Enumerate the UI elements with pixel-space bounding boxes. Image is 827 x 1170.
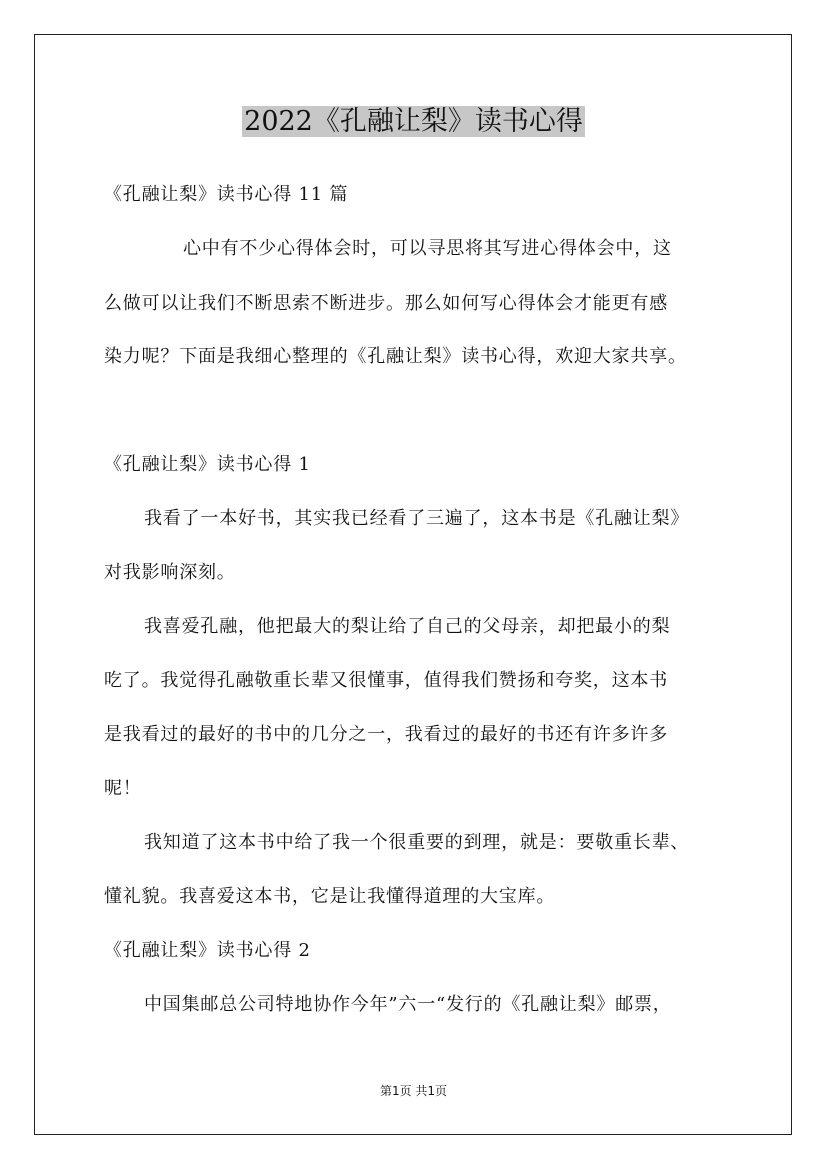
paragraph-line: 懂礼貌。我喜爱这本书，它是让我懂得道理的大宝库。 [104, 886, 556, 907]
subtitle: 《孔融让梨》读书心得 11 篇 [104, 184, 349, 205]
section-heading: 《孔融让梨》读书心得 2 [104, 940, 311, 961]
paragraph-line: 我看了一本好书，其实我已经看了三遍了，这本书是《孔融让梨》 [144, 508, 690, 529]
paragraph-line: 心中有不少心得体会时，可以寻思将其写进心得体会中，这 [183, 238, 672, 259]
paragraph-line: 染力呢？下面是我细心整理的《孔融让梨》读书心得，欢迎大家共享。 [104, 346, 687, 367]
document-title [0, 102, 827, 142]
paragraph-line: 呢！ [104, 778, 142, 799]
paragraph-line: 是我看过的最好的书中的几分之一，我看过的最好的书还有许多许多 [104, 724, 668, 745]
paragraph-line: 我知道了这本书中给了我一个很重要的到理，就是：要敬重长辈、 [144, 832, 690, 853]
paragraph-line: 吃了。我觉得孔融敬重长辈又很懂事，值得我们赞扬和夸奖，这本书 [104, 670, 668, 691]
paragraph-line: 我喜爱孔融，他把最大的梨让给了自己的父母亲，却把最小的梨 [144, 616, 671, 637]
section-heading: 《孔融让梨》读书心得 1 [104, 454, 311, 475]
paragraph-line: 对我影响深刻。 [104, 562, 236, 583]
paragraph-line: 中国集邮总公司特地协作今年”六一“发行的《孔融让梨》邮票， [144, 994, 672, 1015]
document-title-text: 2022《孔融让梨》读书心得 [244, 106, 583, 137]
paragraph-line: 么做可以让我们不断思索不断进步。那么如何写心得体会才能更有感 [104, 293, 668, 314]
page-footer: 第1页 共1页 [379, 1084, 448, 1098]
